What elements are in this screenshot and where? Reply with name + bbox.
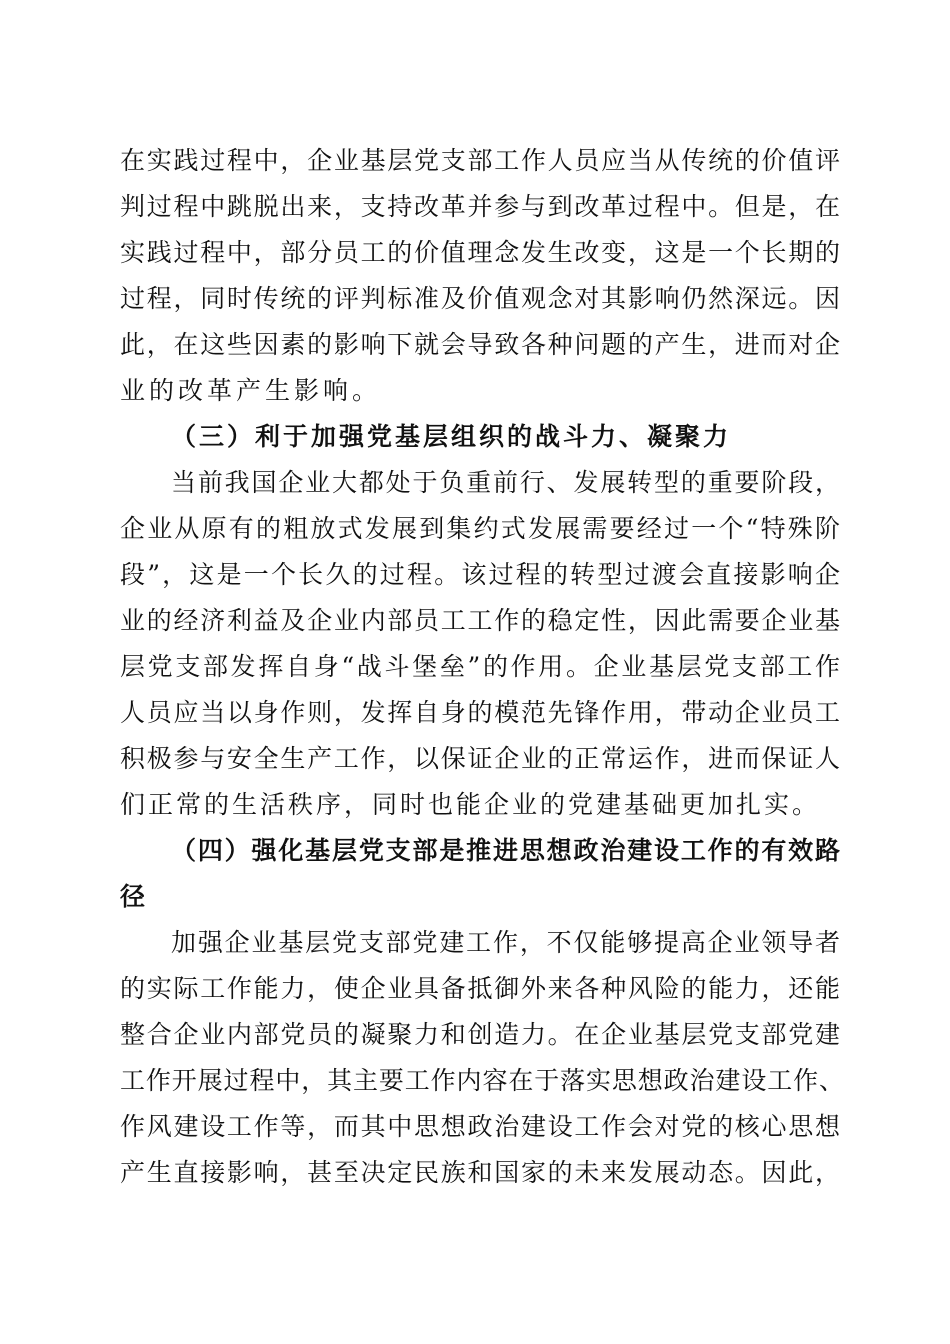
paragraph-line: 过程，同时传统的评判标准及价值观念对其影响仍然深远。因 <box>120 284 840 313</box>
paragraph-line: 当前我国企业大都处于负重前行、发展转型的重要阶段， <box>171 468 840 497</box>
paragraph-line: 段”，这是一个长久的过程。该过程的转型过渡会直接影响企 <box>120 560 840 589</box>
paragraph-line: 业的经济利益及企业内部员工工作的稳定性，因此需要企业基 <box>120 606 840 635</box>
paragraph-line: 们正常的生活秩序，同时也能企业的党建基础更加扎实。 <box>120 790 821 819</box>
paragraph-line: 业的改革产生影响。 <box>120 376 382 405</box>
section-heading: （三）利于加强党基层组织的战斗力、凝聚力 <box>171 422 732 451</box>
paragraph-line: 整合企业内部党员的凝聚力和创造力。在企业基层党支部党建 <box>120 1020 840 1049</box>
paragraph-line: 层党支部发挥自身“战斗堡垒”的作用。企业基层党支部工作 <box>120 652 840 681</box>
paragraph-line: 工作开展过程中，其主要工作内容在于落实思想政治建设工作、 <box>120 1066 844 1095</box>
section-heading-continuation: 径 <box>120 882 146 911</box>
paragraph-line: 的实际工作能力，使企业具备抵御外来各种风险的能力，还能 <box>120 974 840 1003</box>
paragraph-line: 作风建设工作等，而其中思想政治建设工作会对党的核心思想 <box>120 1112 840 1141</box>
paragraph-line: 人员应当以身作则，发挥自身的模范先锋作用，带动企业员工 <box>120 698 840 727</box>
section-heading: （四）强化基层党支部是推进思想政治建设工作的有效路 <box>171 836 840 865</box>
paragraph-line: 此，在这些因素的影响下就会导致各种问题的产生，进而对企 <box>120 330 840 359</box>
paragraph-line: 判过程中跳脱出来，支持改革并参与到改革过程中。但是，在 <box>120 192 840 221</box>
paragraph-line: 产生直接影响，甚至决定民族和国家的未来发展动态。因此， <box>120 1158 840 1187</box>
paragraph-line: 加强企业基层党支部党建工作，不仅能够提高企业领导者 <box>171 928 840 957</box>
paragraph-line: 实践过程中，部分员工的价值理念发生改变，这是一个长期的 <box>120 238 840 267</box>
paragraph-line: 在实践过程中，企业基层党支部工作人员应当从传统的价值评 <box>120 146 840 175</box>
paragraph-line: 企业从原有的粗放式发展到集约式发展需要经过一个“特殊阶 <box>120 514 840 543</box>
paragraph-line: 积极参与安全生产工作，以保证企业的正常运作，进而保证人 <box>120 744 840 773</box>
